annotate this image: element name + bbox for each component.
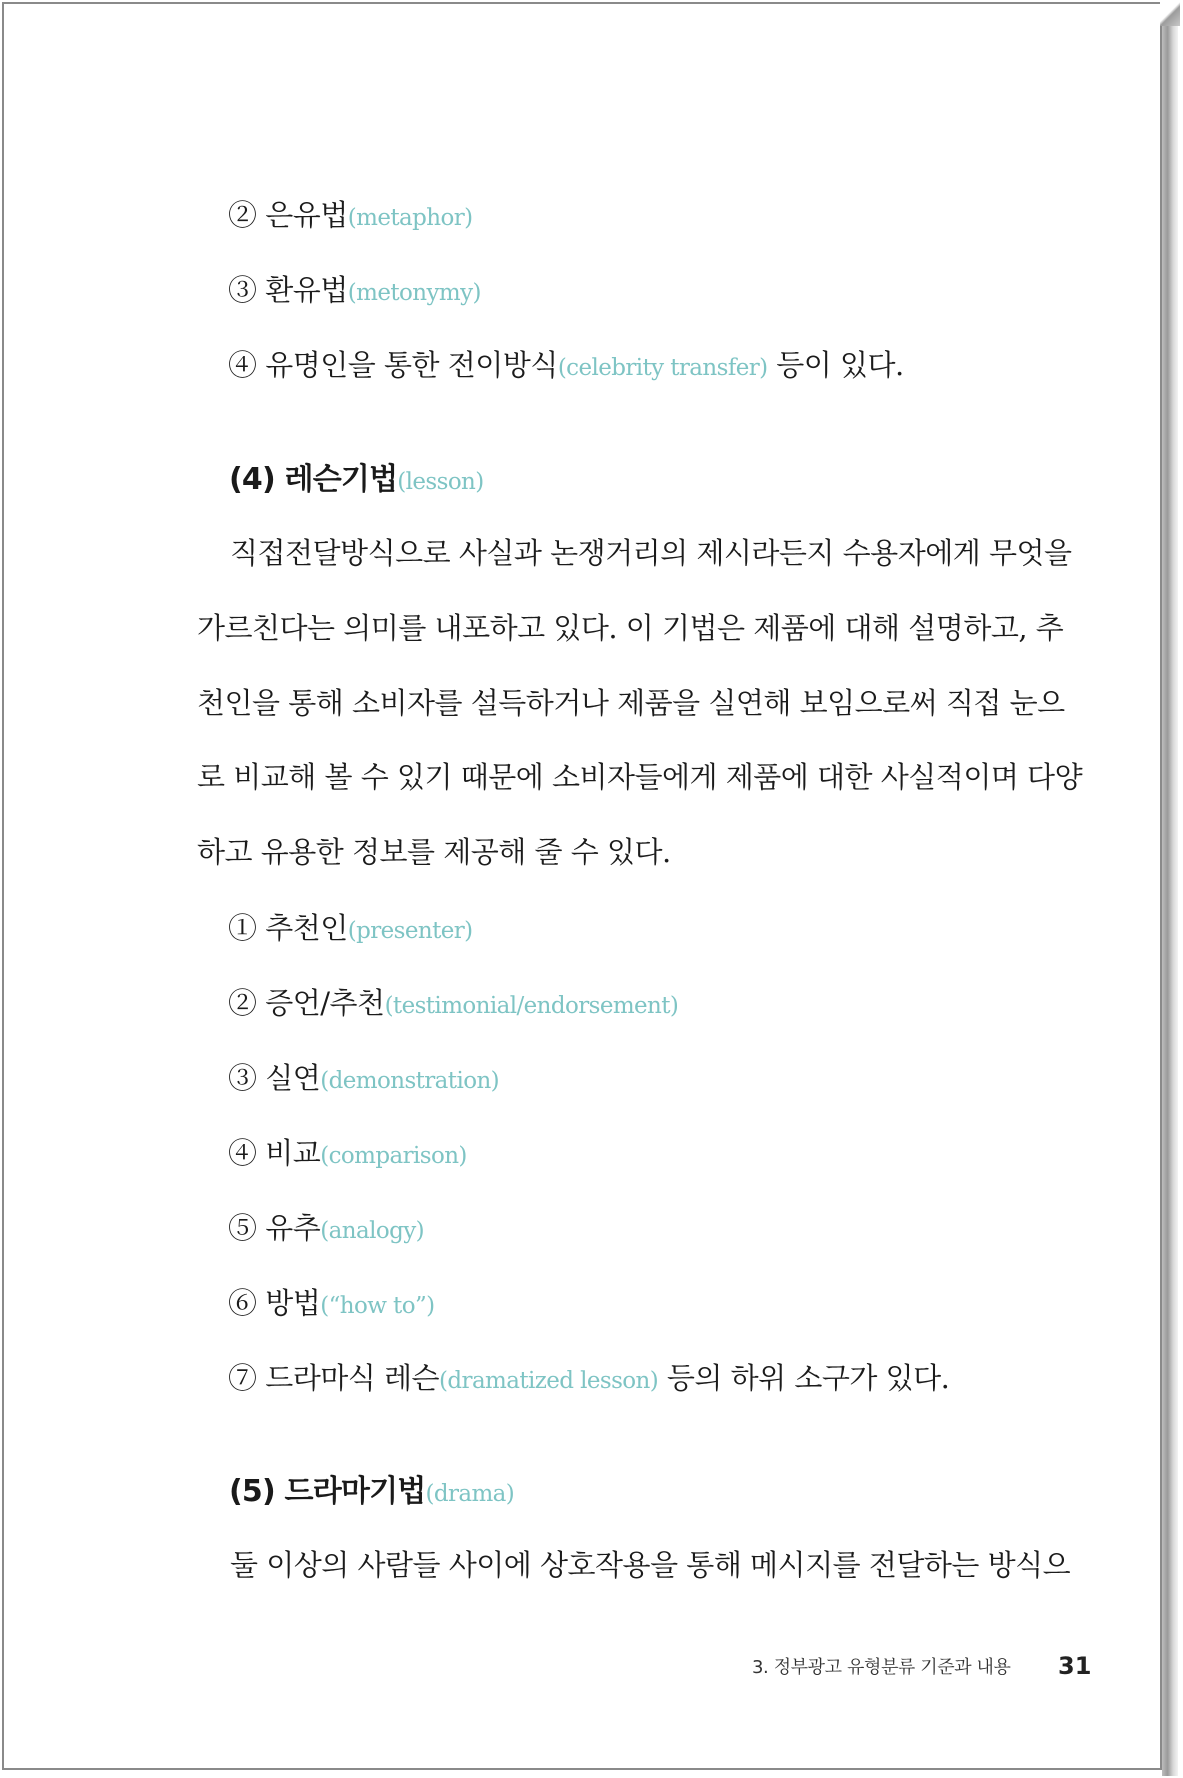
paragraph-line: 로 비교해 볼 수 있기 때문에 소비자들에게 제품에 대한 사실적이며 다양 [197, 760, 1083, 794]
list-marker: ② [228, 198, 257, 232]
term-english: (celebrity transfer) [557, 355, 768, 381]
list-marker: ⑥ [228, 1286, 257, 1320]
list-marker: ① [228, 911, 257, 945]
list-marker: ④ [228, 1136, 257, 1170]
list-item [228, 1058, 499, 1101]
paragraph-line: 직접전달방식으로 사실과 논쟁거리의 제시라든지 수용자에게 무엇을 [230, 536, 1072, 570]
paragraph-line: 천인을 통해 소비자를 설득하거나 제품을 실연해 보임으로써 직접 눈으 [197, 686, 1065, 720]
term-tail: 등이 있다. [767, 348, 904, 382]
paragraph-line: 둘 이상의 사람들 사이에 상호작용을 통해 메시지를 전달하는 방식으 [230, 1548, 1071, 1582]
term-english: (“how to”) [320, 1293, 435, 1319]
term-korean: 유추 [265, 1211, 321, 1245]
list-marker: ③ [228, 273, 257, 307]
term-korean: 실연 [265, 1061, 321, 1095]
section-title-english: (lesson) [397, 469, 484, 495]
page [2, 2, 1162, 1770]
page-number: 31 [1058, 1652, 1092, 1680]
term-english: (testimonial/endorsement) [384, 993, 679, 1019]
list-marker: ② [228, 986, 257, 1020]
term-tail: 등의 하위 소구가 있다. [658, 1361, 950, 1395]
page-corner-curl [1160, 2, 1180, 26]
section-heading [229, 460, 484, 502]
list-item [228, 908, 473, 951]
page-edge-shadow [1162, 10, 1178, 1776]
term-english: (analogy) [320, 1218, 424, 1244]
term-english: (demonstration) [320, 1068, 500, 1094]
term-korean: 유명인을 통한 전이방식 [265, 348, 558, 382]
list-marker: ⑦ [228, 1361, 257, 1395]
list-item [228, 1358, 949, 1401]
term-english: (metaphor) [347, 205, 473, 231]
paragraph-line: 가르친다는 의미를 내포하고 있다. 이 기법은 제품에 대해 설명하고, 추 [197, 611, 1064, 645]
term-korean: 방법 [265, 1286, 321, 1320]
term-english: (dramatized lesson) [439, 1368, 659, 1394]
term-english: (metonymy) [347, 280, 481, 306]
list-item [228, 1283, 434, 1326]
term-korean: 은유법 [265, 198, 348, 232]
term-english: (comparison) [320, 1143, 467, 1169]
term-korean: 환유법 [265, 273, 348, 307]
list-item [228, 983, 678, 1026]
term-korean: 드라마식 레슨 [265, 1361, 440, 1395]
section-title: (5) 드라마기법 [229, 1474, 426, 1509]
running-footer-title: 3. 정부광고 유형분류 기준과 내용 [752, 1657, 1011, 1678]
section-title: (4) 레슨기법 [229, 462, 398, 497]
list-marker: ④ [228, 348, 257, 382]
list-item [228, 1133, 467, 1176]
section-heading [229, 1472, 514, 1514]
list-item [228, 345, 904, 388]
list-marker: ③ [228, 1061, 257, 1095]
paragraph-line: 하고 유용한 정보를 제공해 줄 수 있다. [197, 835, 671, 869]
term-korean: 증언/추천 [265, 986, 385, 1020]
list-item [228, 1208, 424, 1251]
term-korean: 비교 [265, 1136, 321, 1170]
term-english: (presenter) [347, 918, 473, 944]
list-item [228, 270, 481, 313]
list-marker: ⑤ [228, 1211, 257, 1245]
section-title-english: (drama) [425, 1481, 515, 1507]
list-item [228, 195, 472, 238]
term-korean: 추천인 [265, 911, 348, 945]
